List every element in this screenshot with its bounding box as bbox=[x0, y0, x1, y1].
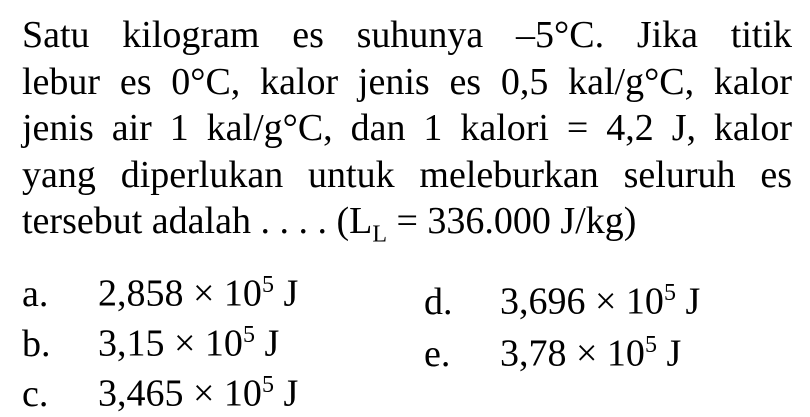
question-line-2: lebur es 0°C, kalor jenis es 0,5 kal/g°C, kalor bbox=[22, 60, 792, 103]
option-d[interactable] bbox=[424, 270, 700, 325]
question-line-5-text: tersebut adalah . . . . (L bbox=[22, 200, 373, 242]
option-unit: J bbox=[273, 272, 299, 315]
question-line-5-value: = 336.000 J/kg) bbox=[386, 200, 637, 242]
option-unit: J bbox=[273, 372, 299, 415]
option-mantissa: 3,465 × 10 bbox=[98, 372, 262, 415]
option-exponent: 5 bbox=[242, 322, 255, 348]
question-line-4: yang diperlukan untuk meleburkan seluruh es bbox=[22, 153, 792, 196]
question-line-5 bbox=[22, 198, 792, 258]
option-letter: c. bbox=[22, 372, 49, 415]
option-letter: a. bbox=[22, 272, 49, 315]
option-letter: d. bbox=[424, 280, 453, 323]
option-mantissa: 2,858 × 10 bbox=[98, 272, 262, 315]
option-b[interactable] bbox=[22, 312, 279, 367]
option-mantissa: 3,15 × 10 bbox=[98, 322, 243, 365]
option-mantissa: 3,78 × 10 bbox=[500, 332, 645, 375]
option-a[interactable] bbox=[22, 262, 298, 317]
question-text bbox=[22, 12, 792, 258]
option-unit: J bbox=[675, 280, 701, 323]
option-e[interactable] bbox=[424, 322, 681, 377]
option-letter: e. bbox=[424, 332, 451, 375]
option-letter: b. bbox=[22, 322, 51, 365]
option-exponent: 5 bbox=[261, 272, 274, 298]
option-exponent: 5 bbox=[261, 372, 274, 398]
option-exponent: 5 bbox=[644, 332, 657, 358]
question-line-3: jenis air 1 kal/g°C, dan 1 kalori = 4,2 J, kalor bbox=[22, 107, 792, 149]
question-line-1: Satu kilogram es suhunya –5°C. Jika titik bbox=[22, 14, 792, 56]
latent-heat-subscript: L bbox=[372, 221, 387, 248]
option-unit: J bbox=[254, 322, 280, 365]
option-c[interactable] bbox=[22, 362, 298, 417]
option-exponent: 5 bbox=[663, 280, 676, 306]
option-mantissa: 3,696 × 10 bbox=[500, 280, 664, 323]
option-unit: J bbox=[656, 332, 682, 375]
